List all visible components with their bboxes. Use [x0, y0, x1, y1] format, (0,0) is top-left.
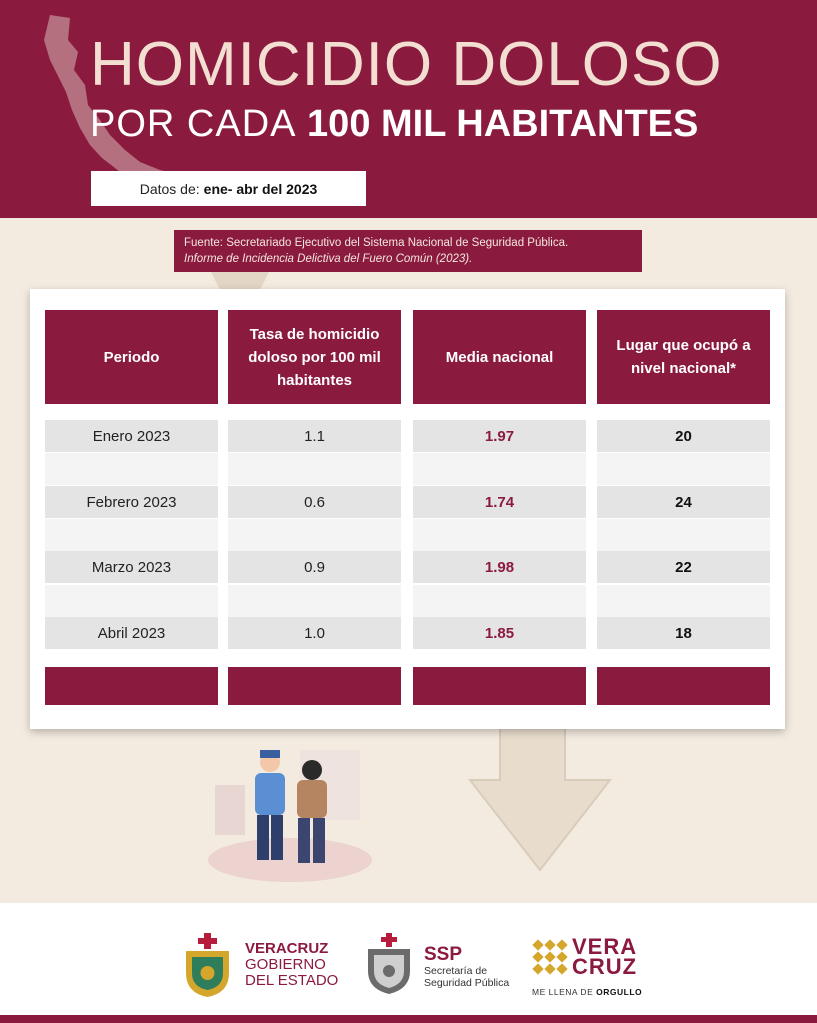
- table-cell-media: 1.74: [413, 486, 586, 518]
- table-spacer-row: [597, 453, 770, 485]
- down-arrow-decoration: [460, 720, 620, 880]
- table-cell-tasa: 0.9: [228, 551, 401, 583]
- veracruz-gobierno-logo: [245, 941, 338, 989]
- source-line2: Informe de Incidencia Delictiva del Fuero Común (2023).: [184, 253, 473, 265]
- vc-line1: VERA: [572, 934, 638, 959]
- ssp-shield-icon: [364, 933, 414, 995]
- ssp-line1: Secretaría de: [424, 965, 488, 977]
- veracruz-line2: GOBIERNO: [245, 956, 326, 973]
- table-cell-lugar: 20: [597, 420, 770, 452]
- arrow-decoration-top: [210, 270, 270, 290]
- ssp-line2: Seguridad Pública: [424, 977, 510, 989]
- source-box: [174, 230, 642, 272]
- vc-line2: CRUZ: [572, 954, 638, 979]
- table-cell-tasa: 0.6: [228, 486, 401, 518]
- police-arrest-illustration: [205, 740, 375, 885]
- date-value: ene- abr del 2023: [203, 180, 318, 197]
- ssp-logo: [424, 945, 509, 989]
- table-cell-media: 1.97: [413, 420, 586, 452]
- veracruz-pattern-icon: [532, 939, 568, 975]
- table-cell-lugar: 18: [597, 617, 770, 649]
- veracruz-coat-of-arms-icon: [180, 933, 235, 998]
- table-spacer-row: [597, 585, 770, 617]
- header-tasa: Tasa de homicidio doloso por 100 mil habitantes: [228, 310, 401, 404]
- table-spacer-row: [228, 453, 401, 485]
- table-spacer-row: [413, 585, 586, 617]
- header-banner: [0, 0, 817, 218]
- vc-tag-bold: ORGULLO: [596, 987, 643, 997]
- page-title: HOMICIDIO DOLOSO: [90, 30, 723, 99]
- subtitle-thin: POR CADA: [90, 103, 297, 145]
- date-range-box: [91, 171, 366, 206]
- table-cell-periodo: Abril 2023: [45, 617, 218, 649]
- date-prefix: Datos de:: [139, 180, 200, 197]
- table-spacer-row: [413, 453, 586, 485]
- table-cell-media: 1.98: [413, 551, 586, 583]
- vc-tag-plain: ME LLENA DE: [532, 987, 594, 997]
- source-line1: Fuente: Secretariado Ejecutivo del Sistema Nacional de Seguridad Pública.: [184, 237, 569, 249]
- table-spacer-row: [228, 519, 401, 551]
- ssp-title: SSP: [424, 944, 463, 965]
- table-cell-lugar: 24: [597, 486, 770, 518]
- footer-bar: [0, 1015, 817, 1023]
- table-cell-lugar: 22: [597, 551, 770, 583]
- header-lugar: Lugar que ocupó a nivel nacional*: [597, 310, 770, 404]
- table-spacer-row: [45, 453, 218, 485]
- veracruz-line3: DEL ESTADO: [245, 972, 339, 989]
- table-cell-periodo: Febrero 2023: [45, 486, 218, 518]
- table-cell-tasa: 1.0: [228, 617, 401, 649]
- veracruz-orgullo-logo: [572, 934, 638, 979]
- header-periodo: Periodo: [45, 310, 218, 404]
- table-footer-bar: [45, 667, 218, 705]
- table-cell-periodo: Marzo 2023: [45, 551, 218, 583]
- table-cell-periodo: Enero 2023: [45, 420, 218, 452]
- vc-tagline: [532, 987, 642, 997]
- table-footer-bar: [413, 667, 586, 705]
- table-cell-media: 1.85: [413, 617, 586, 649]
- table-spacer-row: [228, 585, 401, 617]
- table-footer-bar: [228, 667, 401, 705]
- table-spacer-row: [413, 519, 586, 551]
- data-table-card: [30, 289, 785, 729]
- footer: [0, 903, 817, 1023]
- table-spacer-row: [597, 519, 770, 551]
- table-footer-bar: [597, 667, 770, 705]
- table-spacer-row: [45, 585, 218, 617]
- subtitle-bold: 100 MIL HABITANTES: [307, 103, 699, 145]
- page-subtitle: [90, 102, 698, 146]
- table-cell-tasa: 1.1: [228, 420, 401, 452]
- header-media-nacional: Media nacional: [413, 310, 586, 404]
- veracruz-line1: VERACRUZ: [245, 940, 329, 957]
- table-spacer-row: [45, 519, 218, 551]
